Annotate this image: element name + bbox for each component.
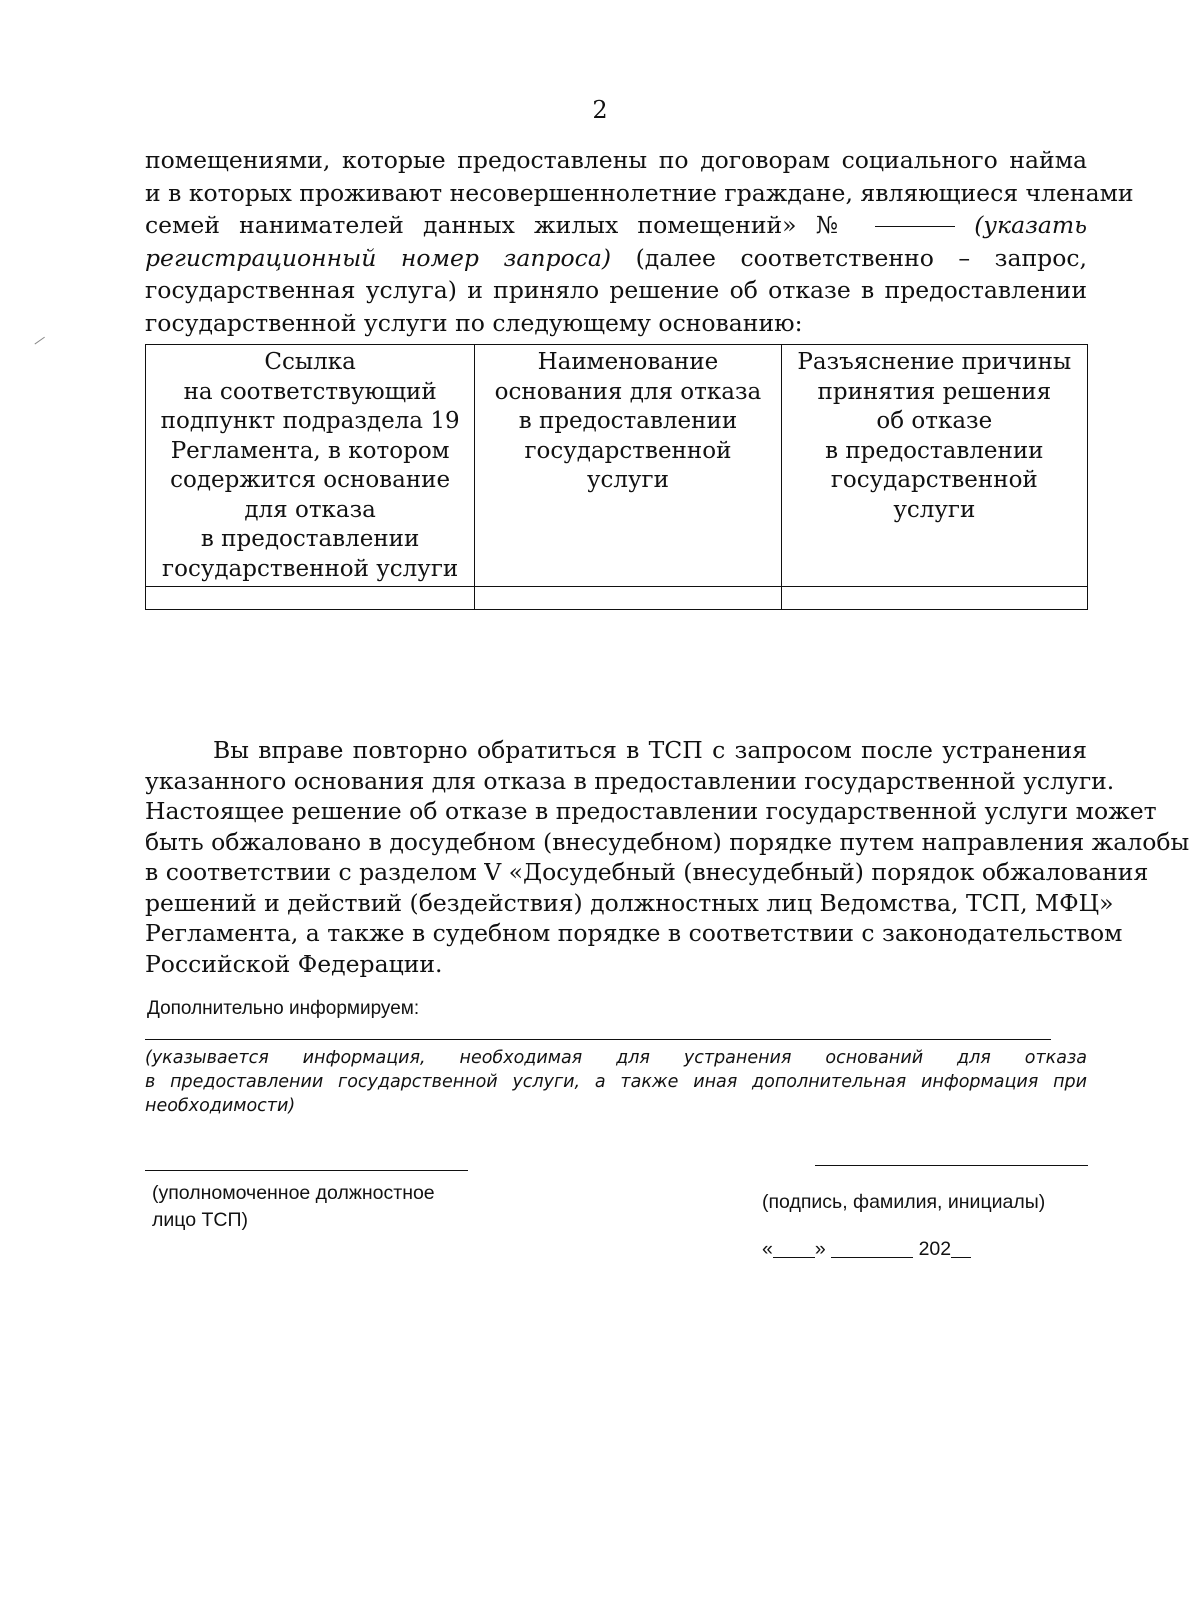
signature-label: (подпись, фамилия, инициалы) bbox=[762, 1191, 1046, 1213]
additional-info-hint bbox=[145, 1046, 1087, 1118]
table-row bbox=[146, 587, 1088, 610]
intro-line: государственной услуги по следующему основанию: bbox=[145, 308, 803, 337]
intro-italic-note: регистрационный номер запроса) bbox=[145, 243, 612, 272]
hint-line: необходимости) bbox=[145, 1096, 296, 1116]
request-number-blank bbox=[875, 225, 955, 227]
refusal-reasons-table bbox=[145, 344, 1088, 610]
body-line: Регламента, а также в судебном порядке в соответствии с законодательством bbox=[145, 919, 1123, 947]
table-header-cell: Ссылка на соответствующий подпункт подраздела 19 Регламента, в котором содержится основание для отказа в предоставлении государственной услуги bbox=[146, 345, 475, 587]
intro-paragraph bbox=[145, 144, 1134, 339]
intro-line-text: (далее соответственно – запрос, bbox=[635, 243, 1087, 272]
date-day-blank bbox=[773, 1241, 815, 1258]
table-header-cell: Наименование основания для отказа в предоставлении государственной услуги bbox=[475, 345, 781, 587]
intro-line: и в которых проживают несовершеннолетние граждане, являющиеся членами bbox=[145, 178, 1134, 207]
hint-line: (указывается информация, необходимая для устранения оснований для отказа bbox=[145, 1048, 1087, 1068]
intro-line: помещениями, которые предоставлены по договорам социального найма bbox=[145, 146, 1087, 174]
date-year-blank bbox=[951, 1241, 971, 1258]
table-header-row bbox=[146, 345, 1088, 587]
body-line: решений и действий (бездействия) должностных лиц Ведомства, ТСП, МФЦ» bbox=[145, 888, 1114, 917]
table-cell bbox=[146, 587, 475, 610]
official-fill-line bbox=[145, 1170, 468, 1171]
intro-line bbox=[145, 209, 1087, 242]
body-line: в соответствии с разделом V «Досудебный (внесудебный) порядок обжалования bbox=[145, 858, 1149, 886]
official-label: (уполномоченное должностное лицо ТСП) bbox=[152, 1182, 435, 1231]
page-number: 2 bbox=[592, 96, 608, 124]
body-line: быть обжаловано в досудебном (внесудебном) порядке путем направления жалобы bbox=[145, 827, 1190, 856]
body-line: Российской Федерации. bbox=[145, 949, 443, 978]
hint-line: в предоставлении государственной услуги, а также иная дополнительная информация при bbox=[145, 1072, 1087, 1092]
body-line: указанного основания для отказа в предоставлении государственной услуги. bbox=[145, 766, 1115, 795]
body-line: Настоящее решение об отказе в предоставлении государственной услуги может bbox=[145, 797, 1157, 825]
body-paragraphs bbox=[145, 735, 1190, 979]
additional-info-label: Дополнительно информируем: bbox=[147, 998, 420, 1019]
scan-artifact-mark bbox=[35, 337, 46, 346]
table-cell bbox=[475, 587, 781, 610]
date-quote-close: » bbox=[814, 1238, 826, 1260]
intro-italic-note: (указать bbox=[974, 211, 1087, 239]
date-month-blank bbox=[831, 1241, 913, 1258]
body-line: Вы вправе повторно обратиться в ТСП с запросом после устранения bbox=[213, 736, 1087, 764]
intro-line: государственная услуга) и приняло решение об отказе в предоставлении bbox=[145, 276, 1087, 304]
date-field bbox=[762, 1238, 971, 1261]
intro-line bbox=[145, 242, 1087, 275]
table-cell bbox=[781, 587, 1087, 610]
additional-info-fill-line bbox=[145, 1039, 1051, 1040]
date-quote-open: « bbox=[762, 1238, 773, 1260]
intro-line-text: семей нанимателей данных жилых помещений» № bbox=[145, 211, 850, 239]
date-year: 202 bbox=[918, 1238, 952, 1260]
signature-fill-line bbox=[815, 1165, 1088, 1166]
table-header-cell: Разъяснение причины принятия решения об отказе в предоставлении государственной услуги bbox=[781, 345, 1087, 587]
